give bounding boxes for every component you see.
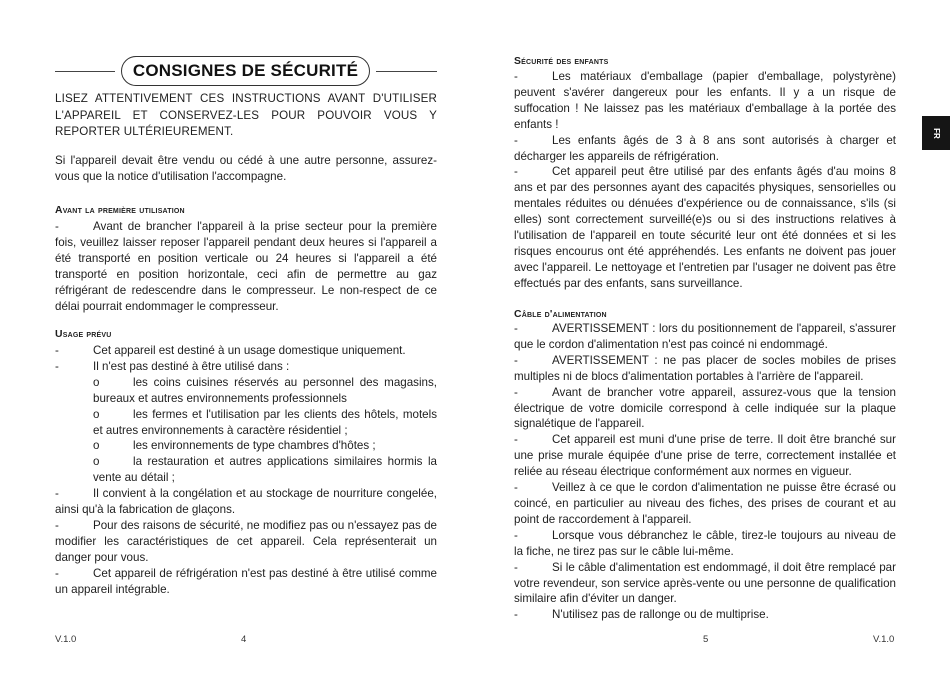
list-item: - Cet appareil de réfrigération n'est pas destiné à être utilisé comme un appareil intégrable. <box>55 566 437 596</box>
left-page <box>55 0 437 683</box>
section-heading-children <box>514 54 896 70</box>
footer-version: V.1.0 <box>873 634 895 645</box>
heading-text: Sécurité des enfants <box>514 56 609 67</box>
section-heading-before-use <box>55 203 437 219</box>
list-item: - AVERTISSEMENT : ne pas placer de socles mobiles de prises multiples ni de blocs d'alimentation portables à l'arrière de l'appareil. <box>514 353 896 383</box>
sub-list-item: o les fermes et l'utilisation par les clients des hôtels, motels et autres environnements à caractère résidentiel ; <box>93 407 437 437</box>
list-item: - Cet appareil peut être utilisé par des enfants âgés d'au moins 8 ans et par des personnes ayant des capacités physiques, sensorielles ou mentales réduites ou dénuées d'expérience ou de connaissance, s'ils (si elles) sont correctement surveillé(e)s ou si des instructions relatives à l'utilisation de l'appareil en toute sécurité leur ont été données et si les risques encourus ont été appréhendés. Les enfants ne doivent pas jouer avec l'appareil. Le nettoyage et l'entretien par l'usager ne doivent pas être effectués par des enfants, sans surveillance. <box>514 165 896 290</box>
list-item: - Avant de brancher l'appareil à la prise secteur pour la première fois, veuillez laisser reposer l'appareil pendant deux heures si l'appareil a été transporté en position verticale ou 24 heures si l'appareil a été transporté en position horizontale, ceci afin de permettre au gaz réfrigérant de redescendre dans le compresseur. Le non-respect de ce délai pourrait endommager le compresseur. <box>55 220 437 313</box>
usage-list <box>55 343 437 598</box>
list-item: - AVERTISSEMENT : lors du positionnement de l'appareil, s'assurer que le cordon d'alimentation n'est pas coincé ni endommagé. <box>514 322 896 351</box>
children-list <box>514 69 896 292</box>
cable-list <box>514 321 896 623</box>
language-tab <box>922 116 950 150</box>
page-title: CONSIGNES DE SÉCURITÉ <box>121 56 370 86</box>
section-heading-usage <box>55 327 437 343</box>
page-number: 4 <box>241 634 247 645</box>
sub-list-item: o les environnements de type chambres d'hôtes ; <box>93 439 376 453</box>
list-item: - Veillez à ce que le cordon d'alimentation ne puisse être écrasé ou coincé, en particulier au niveau des fiches, des prises de courant et au point de raccordement à l'appareil. <box>514 481 896 526</box>
footer-version: V.1.0 <box>55 634 77 645</box>
sub-list-item: o la restauration et autres applications similaires hormis la vente au détail ; <box>93 455 437 485</box>
list-item: - Cet appareil est destiné à un usage domestique uniquement. <box>55 344 406 357</box>
list-item: - Pour des raisons de sécurité, ne modifiez pas ou n'essayez pas de modifier les caractéristiques de cet appareil. Cela représenterait un danger pour vous. <box>55 518 437 564</box>
intro-text: LISEZ ATTENTIVEMENT CES INSTRUCTIONS AVANT D'UTILISER L'APPAREIL ET CONSERVEZ-LES POUR POUVOIR VOUS Y REPORTER ULTÉRIEUREMENT. <box>55 92 437 138</box>
list-item: - Cet appareil est muni d'une prise de terre. Il doit être branché sur une prise murale équipée d'une prise de terre, correctement installée et reliée au réseau électrique conformément aux normes en vigueur. <box>514 433 896 479</box>
list-item: - N'utilisez pas de rallonge ou de multiprise. <box>514 608 769 622</box>
language-tab-label: FR <box>931 127 941 139</box>
list-item: - Il n'est pas destiné à être utilisé dans : <box>55 359 290 373</box>
list-item: - Avant de brancher votre appareil, assurez-vous que la tension électrique de votre domicile correspond à celle indiquée sur la plaque signalétique de l'appareil. <box>514 385 896 431</box>
heading-text: Câble d'alimentation <box>514 309 607 320</box>
sub-list-item: o les coins cuisines réservés au personnel des magasins, bureaux et autres environnements professionnels <box>93 375 437 405</box>
list-item: - Les enfants âgés de 3 à 8 ans sont autorisés à charger et décharger les appareils de réfrigération. <box>514 133 896 163</box>
list-item: - Les matériaux d'emballage (papier d'emballage, polystyrène) peuvent s'avérer dangereux pour les enfants. Il y a un risque de suffocation ! Ne laissez pas les matériaux d'emballage à la portée des enfants ! <box>514 70 896 131</box>
transfer-note: Si l'appareil devait être vendu ou cédé à une autre personne, assurez-vous que la notice d'utilisation l'accompagne. <box>55 154 437 183</box>
page-number: 5 <box>703 634 709 645</box>
list-item: - Lorsque vous débranchez le câble, tirez-le toujours au niveau de la fiche, ne tirez pas sur le câble lui-même. <box>514 528 896 558</box>
heading-text: Avant la première utilisation <box>55 205 185 216</box>
list-item: - Si le câble d'alimentation est endommagé, il doit être remplacé par votre revendeur, son service après-vente ou une personne de qualification similaire afin d'éviter un danger. <box>514 560 896 606</box>
heading-text: Usage prévu <box>55 329 112 340</box>
list-item: - Il convient à la congélation et au stockage de nourriture congelée, ainsi qu'à la fabrication de glaçons. <box>55 487 437 517</box>
right-page <box>514 0 896 683</box>
